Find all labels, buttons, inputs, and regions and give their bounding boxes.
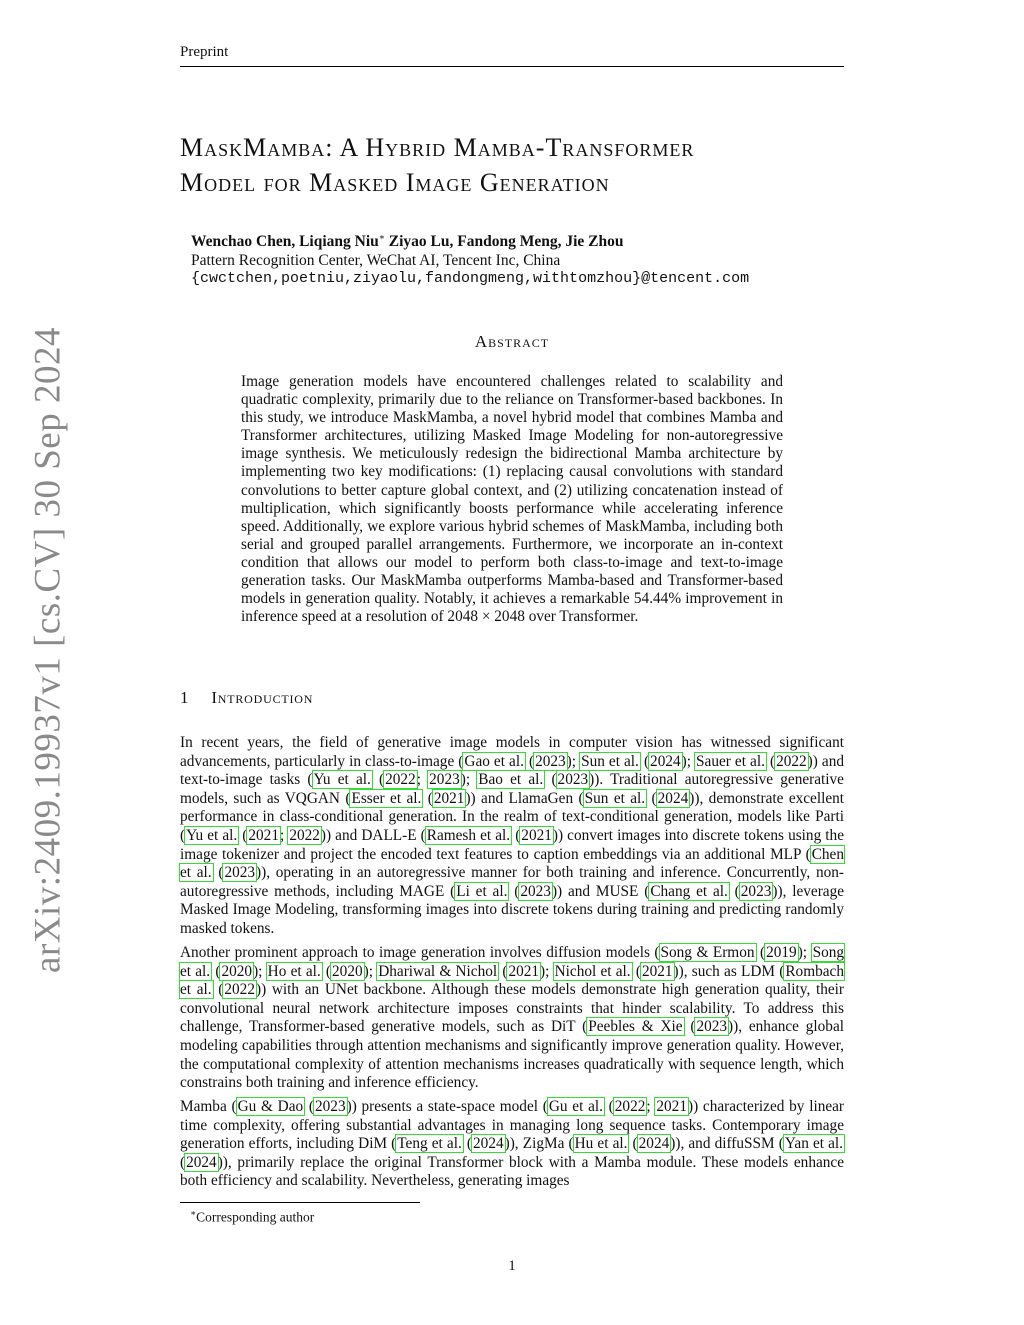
citation-link[interactable]: Sauer et al. (696, 752, 765, 770)
citation-link[interactable]: Bao et al. (478, 771, 544, 789)
citation-link[interactable]: Dhariwal & Nichol (378, 962, 498, 980)
paragraph-text: )), such as LDM ( (673, 962, 785, 980)
section-title: Introduction (211, 688, 314, 707)
paragraph-text: ( (728, 882, 740, 900)
citation-link[interactable]: Ho et al. (267, 962, 321, 980)
paragraph-text: )) and MUSE ( (551, 882, 650, 900)
paragraph-text: In recent years, the field of generative image models in computer vision has witnessed significant advancements, particularly in class-to-image ( (180, 734, 844, 770)
citation-link[interactable]: Chen et al. (180, 845, 844, 882)
citation-link[interactable]: 2021 (248, 826, 279, 844)
paper-title (180, 130, 860, 200)
paragraph-text: ( (628, 1135, 638, 1153)
arxiv-identifier[interactable]: arXiv:2409.19937v1 [cs.CV] 30 Sep 2024 (27, 327, 69, 973)
affiliation: Pattern Recognition Center, WeChat AI, Tencent Inc, China (191, 251, 561, 269)
citation-link[interactable]: Yu et al. (313, 771, 371, 789)
abstract-heading: Abstract (474, 332, 550, 351)
citation-link[interactable]: Esser et al. (351, 789, 422, 807)
paragraph-text: ( (422, 789, 433, 807)
citation-link[interactable]: 2023 (740, 882, 772, 900)
paragraph-text: ( (511, 826, 521, 844)
footnote-mark: ∗ (190, 1208, 197, 1218)
abstract-body: Image generation models have encountered challenges related to scalability and quadratic complexity, primarily due to the reliance on Transformer-based backbones. In this study, we introduce MaskMamba, a novel hybrid model that combines Mamba and Transformer architectures, utilizing Masked Image Modeling for non-autoregressive image synthesis. We meticulously redesign the bidirectional Mamba architecture by implementing two key modifications: (1) replacing causal convolutions with standard convolutions to better capture global context, and (2) utilizing concatenation instead of multiplication, which significantly boosts performance while accelerating inference speed. Additionally, we explore various hybrid schemes of MaskMamba, including both serial and grouped parallel arrangements. Furthermore, we incorporate an in-context condition that allows our model to perform both class-to-image and text-to-image generation tasks. Our MaskMamba outperforms Mamba-based and Transformer-based models in generation quality. Notably, it achieves a remarkable 54.44% improvement in inference speed at a resolution of 2048 × 2048 over Transformer. (241, 373, 783, 626)
title-line-1: MaskMamba: A Hybrid Mamba-Transformer (180, 133, 695, 162)
paragraph-text: )) convert images into discrete tokens using the image tokenizer and project the encoded text features to caption embeddings via an additional MLP ( (180, 826, 845, 863)
citation-link[interactable]: 2024 (186, 1153, 217, 1171)
paragraph-text: ( (371, 771, 385, 789)
citation-link[interactable]: 2022 (289, 826, 320, 844)
citation-link[interactable]: 2023 (315, 1098, 346, 1115)
paragraph-text: ( (524, 752, 535, 770)
corresponding-author-mark[interactable]: ∗ (378, 232, 385, 242)
citation-link[interactable]: Peebles & Xie (588, 1018, 683, 1036)
citation-link[interactable]: 2021 (641, 962, 673, 980)
paragraph-text: ( (462, 1135, 473, 1153)
citation-link[interactable]: 2022 (614, 1098, 646, 1115)
paragraph-text: Another prominent approach to image generation involves diffusion models ( (180, 944, 660, 961)
paragraph-text: )), enhance global modeling capabilities through attention mechanisms and significantly improve generation quality. However, the computational complexity of attention mechanisms increases quadratically with sequence length, which constrains both training and inference efficiency. (180, 1018, 844, 1092)
paragraph-text: ; (646, 1098, 656, 1115)
paragraph-text: )) presents a state-space model ( (346, 1098, 548, 1115)
intro-paragraph-2 (180, 944, 844, 1093)
citation-link[interactable]: 2023 (520, 882, 551, 900)
paragraph-text: )), leverage Masked Image Modeling, transforming images into discrete tokens during training and predicting randomly masked tokens. (180, 882, 845, 937)
page-number: 1 (508, 1258, 516, 1274)
paragraph-text: )), operating in an autoregressive manner for both training and inference. Concurrently, non-autoregressive methods, including MAGE ( (180, 864, 845, 900)
paragraph-text: ); (540, 962, 554, 980)
intro-paragraph-3 (180, 1098, 844, 1191)
citation-link[interactable]: Rombach et al. (180, 962, 844, 999)
intro-paragraph-1 (180, 734, 844, 939)
paragraph-text: ( (508, 882, 520, 900)
author-emails: {cwctchen,poetniu,ziyaolu,fandongmeng,withtomzhou}@tencent.com (191, 270, 750, 288)
paragraph-text: ); (363, 962, 378, 980)
paragraph-text: ( (646, 789, 657, 807)
paragraph-text: )), and diffuSSM ( (670, 1135, 784, 1153)
citation-link[interactable]: Gao et al. (464, 752, 524, 770)
paragraph-text: )) and text-to-image tasks ( (180, 752, 844, 789)
citation-link[interactable]: Song et al. (180, 944, 845, 980)
citation-link[interactable]: Chang et al. (650, 882, 728, 900)
citation-link[interactable]: 2021 (433, 789, 465, 807)
citation-link[interactable]: 2023 (429, 771, 460, 789)
paragraph-text: ( (321, 962, 332, 980)
citation-link[interactable]: Yu et al. (186, 826, 238, 844)
paragraph-text: ( (211, 962, 221, 980)
paragraph-text: ; (279, 826, 289, 844)
paragraph-text: )) and DALL-E ( (320, 826, 426, 844)
paragraph-text: ); (797, 944, 812, 961)
authors-rest: Ziyao Lu, Fandong Meng, Jie Zhou (384, 233, 624, 251)
paragraph-text: )) with an UNet backbone. Although these models demonstrate high generation quality, their convolutional neural network architecture imposes constraints that hinder scalability. To address this challenge, Transformer-based generative models, such as DiT ( (180, 981, 844, 1036)
citation-link[interactable]: 2022 (385, 771, 416, 789)
paragraph-text: )), demonstrate excellent performance in class-conditional generation. In the realm of text-conditional generation, models like Parti ( (180, 789, 845, 844)
paragraph-text: ( (544, 771, 557, 789)
paragraph-text: ( (631, 962, 641, 980)
footnote-text: Corresponding author (196, 1209, 315, 1225)
citation-link[interactable]: Song & Ermon (660, 944, 755, 961)
citation-link[interactable]: Hu et al. (574, 1135, 628, 1153)
paragraph-text: ( (683, 1018, 696, 1036)
citation-link[interactable]: Yan et al. (784, 1135, 843, 1153)
citation-link[interactable]: 2021 (508, 962, 540, 980)
paragraph-text: ( (238, 826, 248, 844)
citation-link[interactable]: Nichol et al. (554, 962, 631, 980)
citation-link[interactable]: Li et al. (456, 882, 508, 900)
paragraph-text: )) characterized by linear time complexity, offering substantial advantages in managing long sequence tasks. Contemporary image generation efforts, including DiM ( (180, 1098, 845, 1153)
author-names (191, 228, 749, 252)
footnote-rule (180, 1202, 420, 1203)
paragraph-text: )), ZigMa ( (504, 1135, 574, 1153)
citation-link[interactable]: 2024 (650, 752, 681, 770)
citation-link[interactable]: 2022 (224, 981, 255, 999)
paragraph-text: ); (253, 962, 267, 980)
paragraph-text: )), primarily replace the original Transformer block with a Mamba module. These models enhance both efficiency and scalability. Nevertheless, generating images (180, 1153, 844, 1190)
citation-link[interactable]: Gu et al. (548, 1098, 603, 1115)
citation-link[interactable]: Teng et al. (397, 1135, 462, 1153)
citation-link[interactable]: 2022 (776, 752, 807, 770)
paragraph-text: )) and LlamaGen ( (465, 789, 584, 807)
citation-link[interactable]: 2020 (332, 962, 363, 980)
citation-link[interactable]: Gu & Dao (237, 1098, 304, 1115)
paragraph-text: ( (212, 981, 224, 999)
citation-link[interactable]: Sun et al. (584, 789, 646, 807)
citation-link[interactable]: 2021 (521, 826, 552, 844)
citation-link[interactable]: 2020 (221, 962, 253, 980)
paragraph-text: ( (498, 962, 508, 980)
citation-link[interactable]: 2024 (657, 789, 689, 807)
citation-link[interactable]: Sun et al. (581, 752, 639, 770)
paragraph-text: ( (639, 752, 650, 770)
paragraph-text: )). Traditional autoregressive generative models, such as VQGAN ( (180, 771, 844, 807)
header-rule (180, 66, 844, 67)
citation-link[interactable]: 2023 (696, 1018, 728, 1036)
citation-link[interactable]: 2019 (766, 944, 797, 961)
citation-link[interactable]: 2023 (557, 771, 589, 789)
citation-link[interactable]: 2021 (656, 1098, 687, 1115)
paragraph-text: ( (304, 1098, 314, 1115)
paragraph-text: ); (681, 752, 696, 770)
citation-link[interactable]: 2024 (638, 1135, 670, 1153)
section-number: 1 (180, 688, 190, 707)
paragraph-text: ); (460, 771, 478, 789)
running-head: Preprint (180, 44, 229, 60)
paragraph-text: ( (603, 1098, 614, 1115)
footnote (190, 1208, 314, 1226)
paragraph-text: Mamba ( (180, 1098, 237, 1115)
authors-first: Wenchao Chen, Liqiang Niu (191, 233, 379, 251)
paragraph-text: ( (180, 1153, 186, 1171)
paragraph-text: ); (566, 752, 581, 770)
paragraph-text: ( (212, 864, 224, 882)
section-heading-introduction (180, 688, 313, 708)
paragraph-text: ( (755, 944, 766, 961)
author-block (191, 228, 749, 289)
citation-link[interactable]: 2024 (473, 1135, 504, 1153)
citation-link[interactable]: Ramesh et al. (426, 826, 511, 844)
title-line-2: Model for Masked Image Generation (180, 168, 610, 197)
paragraph-text: ; (416, 771, 429, 789)
citation-link[interactable]: 2023 (224, 864, 256, 882)
paragraph-text: ( (765, 752, 776, 770)
citation-link[interactable]: 2023 (535, 752, 566, 770)
